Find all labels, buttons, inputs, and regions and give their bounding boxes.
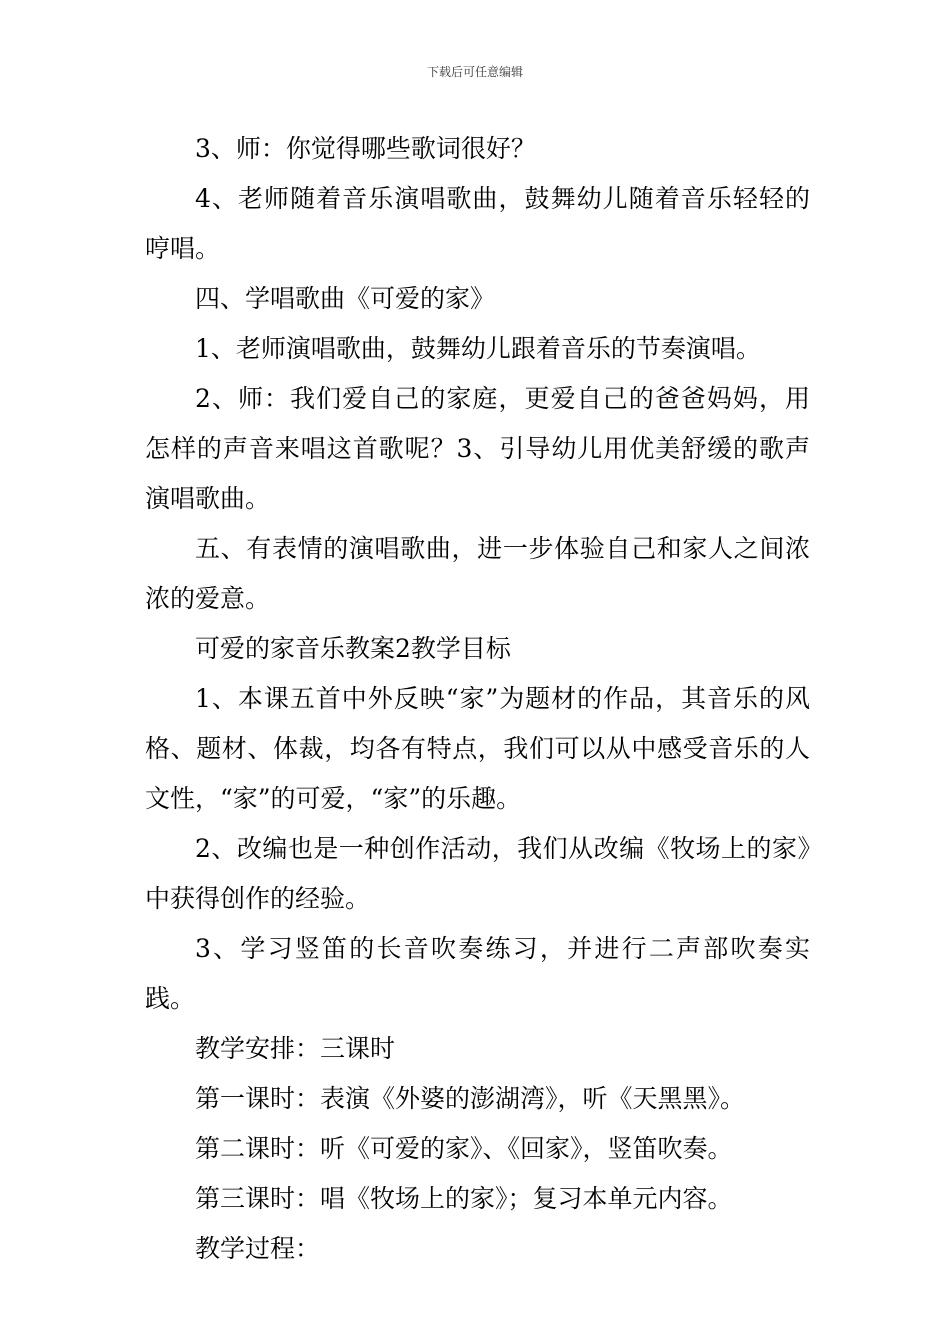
paragraph-5: 2、师：我们爱自己的家庭，更爱自己的爸爸妈妈，用怎样的声音来唱这首歌呢？3、引导幼儿用优美舒缓的歌声演唱歌曲。 xyxy=(145,384,810,513)
paragraph-4: 1、老师演唱歌曲，鼓舞幼儿跟着音乐的节奏演唱。 xyxy=(195,334,761,363)
paragraph-2: 4、老师随着音乐演唱歌曲，鼓舞幼儿随着音乐轻轻的哼唱。 xyxy=(145,184,810,263)
paragraph-7: 可爱的家音乐教案2教学目标 xyxy=(195,634,511,663)
page-header: 下载后可任意编辑 xyxy=(426,65,523,79)
paragraph-14: 第三课时：唱《牧场上的家》；复习本单元内容。 xyxy=(195,1184,733,1213)
paragraph-1: 3、师：你觉得哪些歌词很好？ xyxy=(195,134,536,163)
paragraph-13: 第二课时：听《可爱的家》、《回家》，竖笛吹奏。 xyxy=(195,1134,733,1163)
paragraph-10: 3、学习竖笛的长音吹奏练习，并进行二声部吹奏实践。 xyxy=(145,934,810,1013)
paragraph-15: 教学过程： xyxy=(195,1234,321,1263)
paragraph-11: 教学安排：三课时 xyxy=(195,1034,396,1063)
paragraph-8: 1、本课五首中外反映“家”为题材的作品，其音乐的风格、题材、体裁，均各有特点，我们可以从中感受音乐的人文性，“家”的可爱，“家”的乐趣。 xyxy=(145,684,810,813)
paragraph-9: 2、改编也是一种创作活动，我们从改编《牧场上的家》中获得创作的经验。 xyxy=(145,834,810,913)
paragraph-3: 四、学唱歌曲《可爱的家》 xyxy=(195,284,496,313)
paragraph-6: 五、有表情的演唱歌曲，进一步体验自己和家人之间浓浓的爱意。 xyxy=(145,534,810,613)
paragraph-12: 第一课时：表演《外婆的澎湖湾》，听《天黑黑》。 xyxy=(195,1084,746,1113)
document-body xyxy=(145,124,810,1274)
